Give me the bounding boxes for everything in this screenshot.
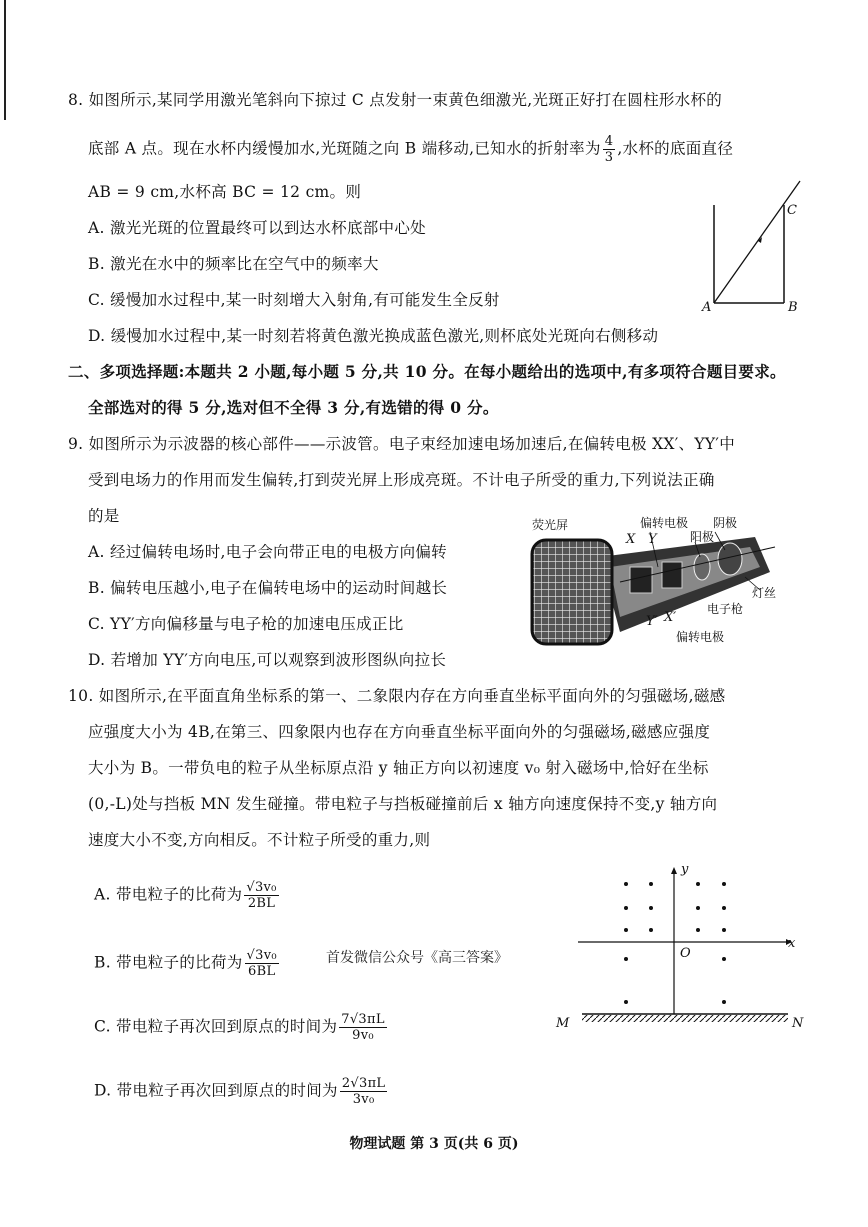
q10-option-c-fraction — [339, 1012, 387, 1043]
laser-ray — [714, 181, 800, 303]
fraction-numerator: 4 — [604, 134, 614, 149]
deflection-electrode-bottom-label: 偏转电极 — [676, 630, 725, 644]
fraction-numerator: √3v₀ — [246, 948, 277, 963]
field-dot — [722, 1000, 726, 1004]
q10-option-b — [94, 948, 281, 979]
barrier-hatching — [582, 1015, 788, 1022]
q10-option-a — [94, 880, 281, 911]
q8-line2 — [88, 134, 733, 165]
q8-option-b: B. 激光在水中的频率比在空气中的频率大 — [88, 255, 379, 273]
point-m-label: M — [556, 1016, 570, 1031]
q8-option-d: D. 缓慢加水过程中,某一时刻若将黄色激光换成蓝色激光,则杯底处光斑向右侧移动 — [88, 327, 659, 345]
q9-option-d: D. 若增加 YY′方向电压,可以观察到波形图纵向拉长 — [88, 651, 447, 669]
cup-diagram — [700, 175, 810, 320]
fraction-numerator: 2√3πL — [341, 1076, 386, 1091]
q10-line3: 大小为 B。一带负电的粒子从坐标原点沿 y 轴正方向以初速度 v₀ 射入磁场中,恰好在坐标 — [88, 759, 709, 777]
field-dot — [624, 882, 628, 886]
q9-option-c: C. YY′方向偏移量与电子枪的加速电压成正比 — [88, 615, 404, 633]
field-dots-upper — [624, 882, 726, 932]
fraction-denominator: 2BL — [247, 896, 276, 911]
q8-line2-pre: 底部 A 点。现在水杯内缓慢加水,光斑随之向 B 端移动,已知水的折射率为 — [88, 139, 601, 158]
field-dots-lower — [624, 957, 726, 1004]
fraction-denominator: 6BL — [248, 964, 276, 979]
field-dot — [696, 906, 700, 910]
point-a-label: A — [702, 300, 712, 315]
fraction-denominator: 9v₀ — [352, 1028, 374, 1043]
q8-line1: 8. 如图所示,某同学用激光笔斜向下掠过 C 点发射一束黄色细激光,光斑正好打在圆柱形水杯的 — [68, 91, 723, 109]
field-dot — [624, 928, 628, 932]
section2-heading: 二、多项选择题:本题共 2 小题,每小题 5 分,共 10 分。在每小题给出的选项中,有多项符合题目要求。 — [68, 362, 786, 381]
q10-option-d — [94, 1076, 389, 1107]
q10-option-a-fraction — [244, 880, 278, 911]
q10-option-d-fraction — [340, 1076, 388, 1107]
q8-line3: AB = 9 cm,水杯高 BC = 12 cm。则 — [88, 183, 362, 201]
deflection-electrode-top-label: 偏转电极 — [640, 516, 689, 530]
field-dot — [722, 882, 726, 886]
field-dot — [624, 1000, 628, 1004]
field-dot — [624, 957, 628, 961]
field-dot — [696, 928, 700, 932]
q8-option-c: C. 缓慢加水过程中,某一时刻增大入射角,有可能发生全反射 — [88, 291, 500, 309]
q10-line4: (0,-L)处与挡板 MN 发生碰撞。带电粒子与挡板碰撞前后 x 轴方向速度保持不变,y 轴方向 — [88, 795, 718, 813]
field-dot — [722, 957, 726, 961]
deflection-plates-y — [630, 567, 652, 593]
q9-line3: 的是 — [88, 507, 120, 525]
point-b-label: B — [788, 300, 798, 315]
y-prime-label: Y′ — [646, 614, 658, 629]
fraction-numerator: √3v₀ — [246, 880, 277, 895]
anode-label: 阳极 — [690, 530, 715, 544]
cathode-label: 阴极 — [713, 516, 738, 530]
point-c-label: C — [787, 203, 797, 218]
y-plate-label: Y — [648, 532, 657, 547]
q10-option-c-text: C. 带电粒子再次回到原点的时间为 — [94, 1017, 338, 1036]
q10-option-b-text: B. 带电粒子的比荷为 — [94, 953, 243, 972]
q9-option-b: B. 偏转电压越小,电子在偏转电场中的运动时间越长 — [88, 579, 448, 597]
page-footer: 物理试题 第 3 页(共 6 页) — [349, 1136, 519, 1152]
fluorescent-screen-label: 荧光屏 — [532, 518, 569, 532]
deflection-plates-x — [662, 562, 682, 588]
fluorescent-screen — [532, 540, 612, 644]
electron-gun-label: 电子枪 — [707, 602, 744, 616]
q8-line2-post: ,水杯的底面直径 — [617, 139, 734, 158]
origin-label: O — [680, 946, 691, 961]
q9-line1: 9. 如图所示为示波器的核心部件——示波管。电子束经加速电场加速后,在偏转电极 XX′、YY′中 — [68, 435, 736, 453]
field-dot — [649, 928, 653, 932]
q9-line2: 受到电场力的作用而发生偏转,打到荧光屏上形成亮斑。不计电子所受的重力,下列说法正确 — [88, 471, 715, 489]
q10-line2: 应强度大小为 4B,在第三、四象限内也存在方向垂直坐标平面向外的匀强磁场,磁感应强度 — [88, 723, 711, 741]
q10-option-c — [94, 1012, 389, 1043]
q10-line5: 速度大小不变,方向相反。不计粒子所受的重力,则 — [88, 831, 431, 849]
field-dot — [649, 882, 653, 886]
field-dot — [649, 906, 653, 910]
field-dot — [722, 906, 726, 910]
q8-option-a: A. 激光光斑的位置最终可以到达水杯底部中心处 — [88, 219, 426, 237]
field-dot — [722, 928, 726, 932]
page-margin-line — [4, 0, 6, 120]
x-axis-label: x — [788, 936, 796, 951]
filament-label: 灯丝 — [752, 586, 777, 600]
fraction-denominator: 3 — [604, 150, 614, 165]
fraction-numerator: 7√3πL — [341, 1012, 385, 1027]
x-plate-label: X — [626, 532, 636, 547]
field-dot — [696, 882, 700, 886]
x-prime-label: X′ — [664, 610, 677, 625]
anode-ring — [694, 554, 710, 580]
q10-option-a-text: A. 带电粒子的比荷为 — [94, 885, 243, 904]
q10-option-b-fraction — [245, 948, 279, 979]
section2-scoring: 全部选对的得 5 分,选对但不全得 3 分,有选错的得 0 分。 — [88, 398, 499, 417]
y-axis-arrow — [671, 867, 677, 874]
q9-option-a: A. 经过偏转电场时,电子会向带正电的电极方向偏转 — [88, 543, 447, 561]
q10-line1: 10. 如图所示,在平面直角坐标系的第一、二象限内存在方向垂直坐标平面向外的匀强磁场,磁感 — [68, 687, 726, 705]
fraction-denominator: 3v₀ — [352, 1092, 375, 1107]
field-dot — [624, 906, 628, 910]
point-n-label: N — [792, 1016, 804, 1031]
refractive-index-fraction — [603, 134, 616, 165]
watermark-text: 首发微信公众号《高三答案》 — [326, 950, 508, 966]
y-axis-label: y — [681, 862, 689, 877]
q10-option-d-text: D. 带电粒子再次回到原点的时间为 — [94, 1081, 338, 1100]
